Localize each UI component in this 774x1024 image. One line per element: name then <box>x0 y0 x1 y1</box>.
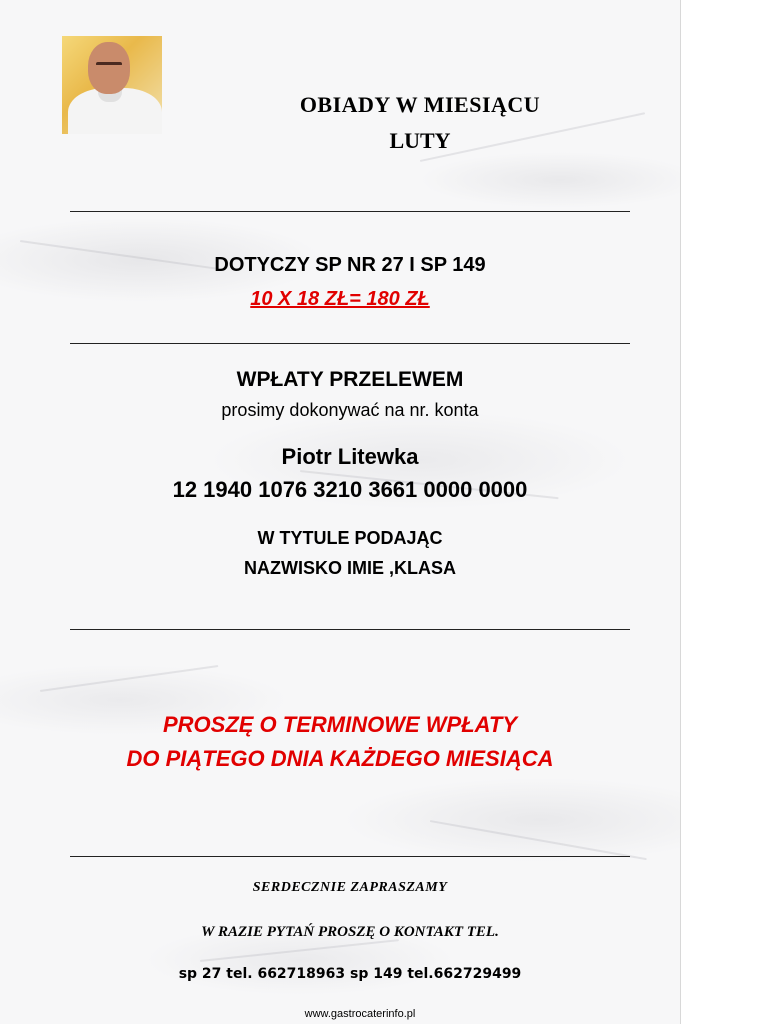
notice-line1: PROSZĘ O TERMINOWE WPŁATY <box>162 712 518 737</box>
divider <box>70 211 630 212</box>
page-title: OBIADY W MIESIĄCU <box>299 92 541 117</box>
transfer-title-line2: NAZWISKO IMIE ,KLASA <box>244 558 456 578</box>
chef-photo <box>62 36 162 134</box>
phone-numbers: sp 27 tel. 662718963 sp 149 tel.662729499 <box>178 966 522 982</box>
price-text: 10 X 18 ZŁ= 180 ZŁ <box>250 288 430 310</box>
page-edge <box>680 0 681 1024</box>
divider <box>70 629 630 630</box>
invite-text: SERDECZNIE ZAPRASZAMY <box>252 880 448 895</box>
account-number: 12 1940 1076 3210 3661 0000 0000 <box>172 477 528 502</box>
account-holder: Piotr Litewka <box>281 444 419 469</box>
month-title: LUTY <box>389 128 451 153</box>
website-link[interactable]: www.gastrocaterinfo.pl <box>304 1008 416 1020</box>
divider <box>70 856 630 857</box>
payment-heading: WPŁATY PRZELEWEM <box>236 368 464 391</box>
contact-text: W RAZIE PYTAŃ PROSZĘ O KONTAKT TEL. <box>201 924 499 940</box>
notice-line2: DO PIĄTEGO DNIA KAŻDEGO MIESIĄCA <box>126 746 554 771</box>
applies-to-text: DOTYCZY SP NR 27 I SP 149 <box>214 254 486 276</box>
payment-instruction: prosimy dokonywać na nr. konta <box>221 400 479 420</box>
transfer-title-line1: W TYTULE PODAJĄC <box>257 528 443 548</box>
divider <box>70 343 630 344</box>
